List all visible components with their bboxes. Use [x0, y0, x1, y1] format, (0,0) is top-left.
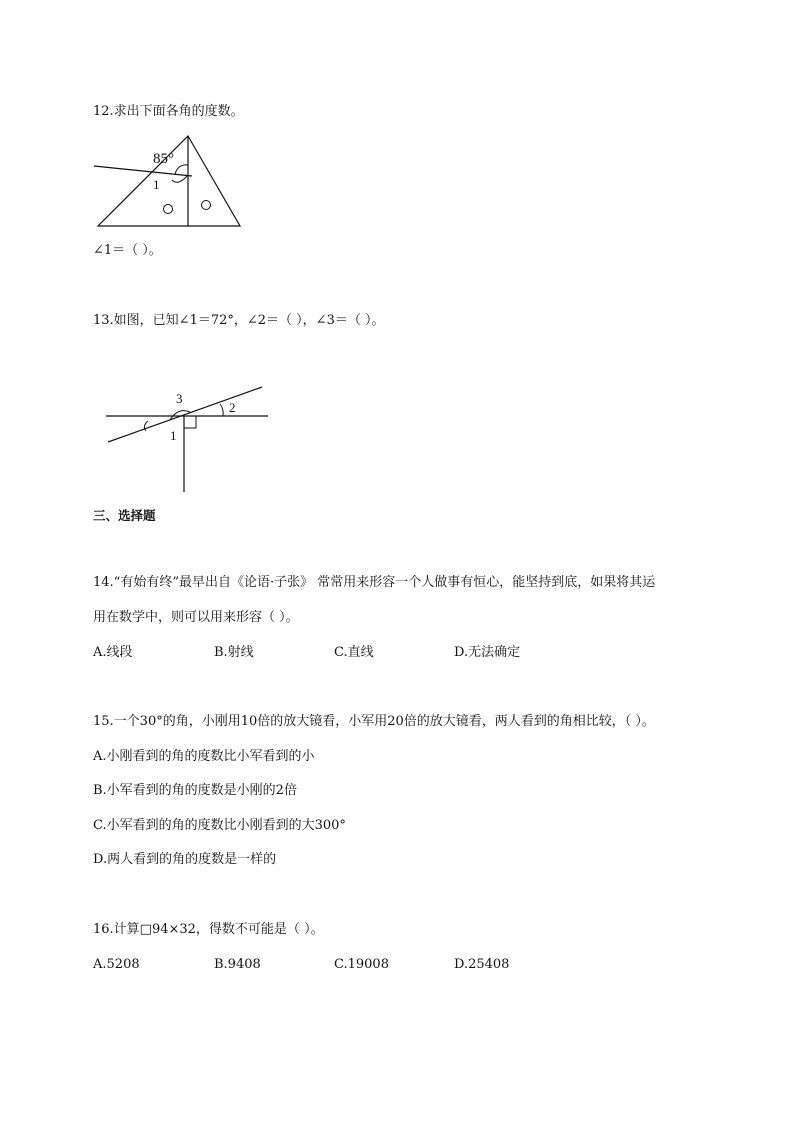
- ray-line: [94, 166, 192, 176]
- q16-option-b[interactable]: B.9408: [214, 957, 261, 972]
- section-title: 三、选择题: [93, 508, 156, 523]
- angle-arc-2: [220, 404, 223, 416]
- circle-mark-right: [202, 201, 211, 210]
- label-1: 1: [170, 428, 177, 443]
- q13-stem: 13.如图，已知∠1＝72°，∠2＝（ ），∠3＝（ ）。: [93, 313, 385, 328]
- q14-option-c[interactable]: C.直线: [334, 645, 374, 660]
- angle-arc: [175, 165, 188, 174]
- angle-label-1: 1: [153, 177, 160, 192]
- q12-answer: ∠1＝（ ）。: [93, 243, 162, 258]
- angle-label-85: 85°: [153, 151, 174, 167]
- q15-stem: 15.一个30°的角，小刚用10倍的放大镜看，小军用20倍的放大镜看，两人看到的角相比较，（ ）。: [93, 714, 655, 729]
- circle-mark-left: [164, 205, 173, 214]
- q12-figure: [92, 134, 244, 230]
- q14-option-d[interactable]: D.无法确定: [454, 645, 521, 660]
- q12-stem: 12.求出下面各角的度数。: [93, 104, 244, 119]
- q16-option-a[interactable]: A.5208: [93, 957, 140, 972]
- q14-stem-line1: 14.“有始有终”最早出自《论语·子张》 常常用来形容一个人做事有恒心，能坚持到底，如果将其运: [93, 575, 656, 590]
- q14-option-b[interactable]: B.射线: [214, 645, 254, 660]
- q14-stem-line2: 用在数学中，则可以用来形容（ ）。: [93, 610, 299, 625]
- q16-stem: 16.计算□94×32，得数不可能是（ ）。: [93, 922, 324, 937]
- angle-arc-small: [172, 176, 187, 182]
- q13-figure: [104, 385, 270, 495]
- q14-option-a[interactable]: A.线段: [93, 645, 133, 660]
- q15-option-d[interactable]: D.两人看到的角的度数是一样的: [93, 852, 277, 867]
- label-3: 3: [176, 391, 183, 406]
- label-2: 2: [229, 400, 236, 415]
- q16-option-d[interactable]: D.25408: [454, 957, 510, 972]
- slanted-line: [108, 387, 262, 442]
- q15-option-c[interactable]: C.小军看到的角的度数比小刚看到的大300°: [93, 818, 346, 833]
- q15-option-a[interactable]: A.小刚看到的角的度数比小军看到的小: [93, 749, 315, 764]
- triangle-shape: [98, 136, 240, 226]
- angle-arc-1: [144, 421, 148, 431]
- q15-option-b[interactable]: B.小军看到的角的度数是小刚的2倍: [93, 783, 297, 798]
- q16-option-c[interactable]: C.19008: [334, 957, 389, 972]
- right-angle-mark: [184, 416, 196, 428]
